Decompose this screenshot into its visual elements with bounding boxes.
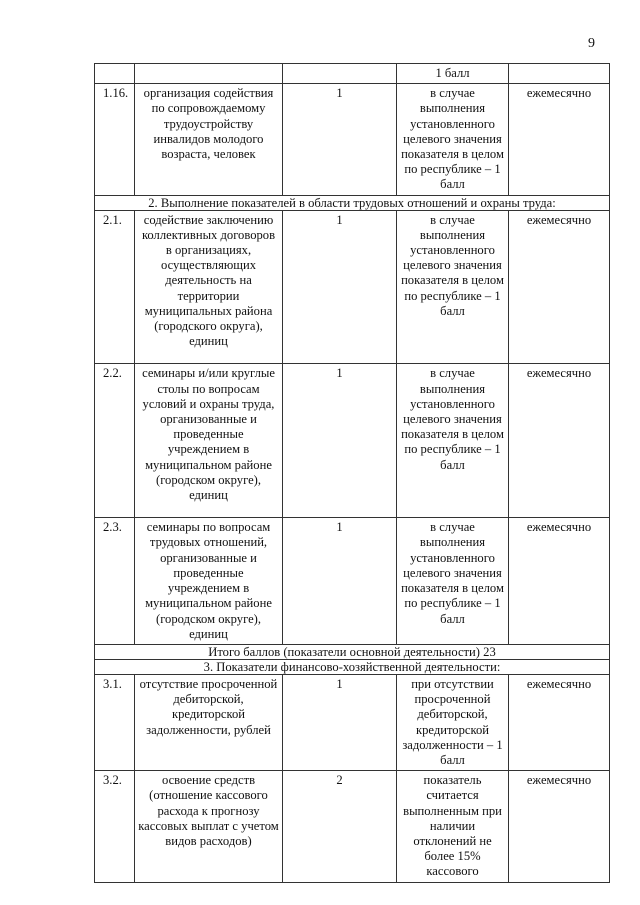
section-row <box>95 195 610 210</box>
frequency-cell: ежемесячно <box>509 771 610 882</box>
table-row <box>95 364 610 518</box>
score-cell: 1 <box>283 518 397 645</box>
indicators-table <box>94 63 610 883</box>
condition-cell: в случае выполнения установленного целевого значения показателя в целом по республике – 1 балл <box>397 84 509 195</box>
condition-cell: в случае выполнения установленного целевого значения показателя в целом по республике – 1 балл <box>397 364 509 518</box>
section-heading: 3. Показатели финансово-хозяйственной деятельности: <box>95 659 610 674</box>
score-cell: 1 <box>283 364 397 518</box>
condition-cell: при отсутствии просроченной дебиторской, кредиторской задолженности – 1 балл <box>397 674 509 770</box>
table-row <box>95 84 610 195</box>
frequency-cell: ежемесячно <box>509 674 610 770</box>
condition-cell: в случае выполнения установленного целевого значения показателя в целом по республике – 1 балл <box>397 518 509 645</box>
condition-cell: показатель считается выполненным при наличии отклонений не более 15% кассового <box>397 771 509 882</box>
table-row <box>95 674 610 770</box>
frequency-cell: ежемесячно <box>509 364 610 518</box>
indicator-cell: семинары по вопросам трудовых отношений, организованные и проведенные учреждением в муниципальном районе (городском округе), единиц <box>135 518 283 645</box>
frequency-cell: ежемесячно <box>509 84 610 195</box>
row-number: 2.3. <box>95 518 135 645</box>
row-number: 2.1. <box>95 210 135 364</box>
condition-cell: 1 балл <box>397 64 509 84</box>
score-cell: 1 <box>283 84 397 195</box>
row-number: 2.2. <box>95 364 135 518</box>
indicator-cell: освоение средств (отношение кассового расхода к прогнозу кассовых выплат с учетом видов расходов) <box>135 771 283 882</box>
indicator-cell: содействие заключению коллективных договоров в организациях, осуществляющих деятельность на территории муниципальных района (городского округа), единиц <box>135 210 283 364</box>
table-row <box>95 518 610 645</box>
total-text: Итого баллов (показатели основной деятельности) 23 <box>95 644 610 659</box>
row-number: 3.2. <box>95 771 135 882</box>
row-number: 3.1. <box>95 674 135 770</box>
indicator-cell: отсутствие просроченной дебиторской, кредиторской задолженности, рублей <box>135 674 283 770</box>
frequency-cell: ежемесячно <box>509 210 610 364</box>
table-row <box>95 210 610 364</box>
row-number: 1.16. <box>95 84 135 195</box>
frequency-cell: ежемесячно <box>509 518 610 645</box>
score-cell: 1 <box>283 210 397 364</box>
page-number: 9 <box>588 36 595 51</box>
indicator-cell: организация содействия по сопровождаемому трудоустройству инвалидов молодого возраста, человек <box>135 84 283 195</box>
score-cell: 1 <box>283 674 397 770</box>
score-cell: 2 <box>283 771 397 882</box>
table-row <box>95 64 610 84</box>
section-row <box>95 659 610 674</box>
condition-cell: в случае выполнения установленного целевого значения показателя в целом по республике – 1 балл <box>397 210 509 364</box>
table-row <box>95 771 610 882</box>
total-row <box>95 644 610 659</box>
indicator-cell: семинары и/или круглые столы по вопросам условий и охраны труда, организованные и проведенные учреждением в муниципальном районе (городском округе), единиц <box>135 364 283 518</box>
section-heading: 2. Выполнение показателей в области трудовых отношений и охраны труда: <box>95 195 610 210</box>
